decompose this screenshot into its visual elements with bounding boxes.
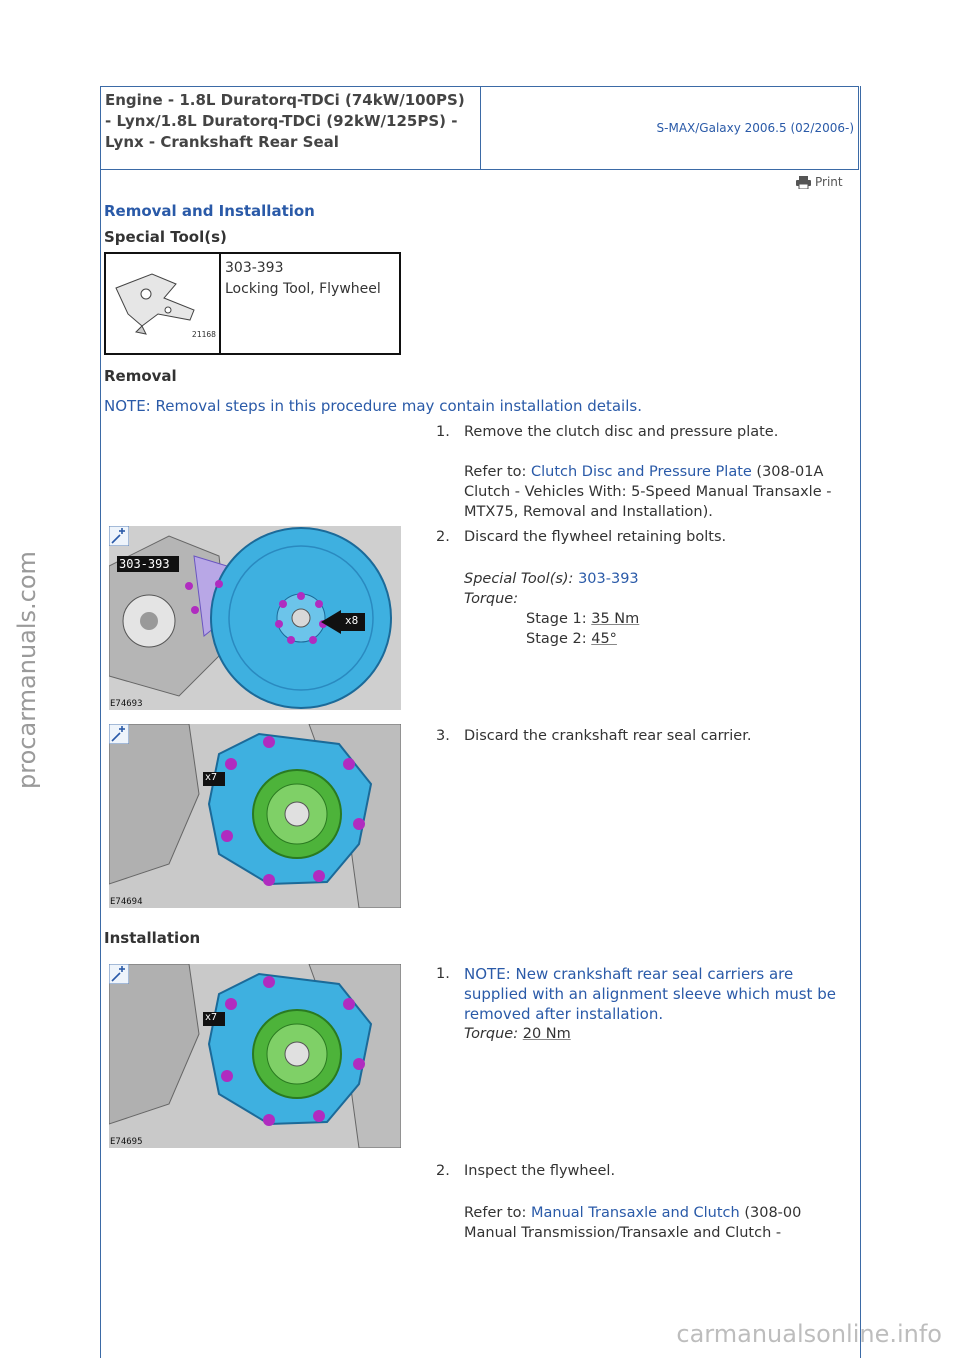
bolt-count-label: x7 (205, 1012, 218, 1023)
refer-rest: (308-00 Manual Transmission/Transaxle and Clutch - (464, 1205, 802, 1241)
manual-transaxle-link[interactable]: Manual Transaxle and Clutch (531, 1205, 740, 1221)
step-number: 1. (436, 966, 450, 982)
step-text: Discard the flywheel retaining bolts. (464, 529, 727, 545)
flywheel-image[interactable] (109, 526, 401, 710)
tool-info (221, 254, 399, 353)
document-header (100, 86, 859, 170)
page-title: Engine - 1.8L Duratorq-TDCi (74kW/100PS) - Lynx/1.8L Duratorq-TDCi (92kW/125PS) - Lynx - Crankshaft Rear Seal (101, 87, 481, 169)
zoom-icon[interactable] (109, 964, 129, 984)
image-code: E74694 (110, 897, 143, 907)
special-tool-label: Special Tool(s): (464, 571, 574, 587)
section-installation: Installation (104, 929, 201, 947)
step-text: Discard the crankshaft rear seal carrier. (464, 728, 752, 744)
tool-image-code: 21168 (191, 330, 216, 339)
torque-stage-2 (464, 629, 836, 649)
special-tools-table (104, 252, 401, 355)
zoom-icon[interactable] (109, 526, 129, 546)
removal-note: NOTE: Removal steps in this procedure may contain installation details. (104, 397, 642, 415)
stage-value: 35 Nm (591, 611, 640, 627)
step-reference (464, 1203, 836, 1243)
special-tool-link[interactable]: 303-393 (578, 571, 639, 587)
tool-callout-label: 303-393 (119, 557, 170, 571)
step-text: Remove the clutch disc and pressure plate. (464, 424, 779, 440)
special-tool-line (464, 569, 836, 589)
torque-label: Torque: (464, 591, 519, 607)
section-removal: Removal (104, 367, 177, 385)
section-special-tools: Special Tool(s) (104, 228, 227, 246)
bottom-watermark: carmanualsonline.info (676, 1320, 942, 1348)
torque-stage-1 (464, 609, 836, 629)
bolt-count-label: x8 (345, 614, 359, 627)
torque-value: 20 Nm (522, 1026, 571, 1042)
stage-value: 45° (591, 631, 617, 647)
side-watermark: procarmanuals.com (13, 551, 42, 789)
vehicle-model: S-MAX/Galaxy 2006.5 (02/2006-) (656, 121, 854, 135)
torque-label: Torque: (464, 1026, 519, 1042)
print-button[interactable] (796, 175, 843, 189)
stage-label: Stage 2: (526, 631, 587, 647)
refer-prefix: Refer to: (464, 464, 527, 480)
installation-note: NOTE: New crankshaft rear seal carriers are supplied with an alignment sleeve which must be removed after installation. (464, 965, 836, 1023)
print-label: Print (815, 175, 843, 189)
tool-number: 303-393 (225, 260, 284, 276)
torque-line (464, 1024, 836, 1044)
clutch-disc-link[interactable]: Clutch Disc and Pressure Plate (531, 464, 752, 480)
step-number: 3. (436, 728, 450, 744)
tool-name: Locking Tool, Flywheel (225, 281, 381, 297)
refer-prefix: Refer to: (464, 1205, 527, 1221)
printer-icon (796, 176, 811, 189)
step-reference (464, 462, 836, 522)
bolt-count-label: x7 (205, 772, 218, 783)
zoom-icon[interactable] (109, 724, 129, 744)
image-code: E74693 (110, 699, 143, 709)
tool-image (106, 254, 221, 353)
step-number: 2. (436, 529, 450, 545)
step-number: 2. (436, 1163, 450, 1179)
stage-label: Stage 1: (526, 611, 587, 627)
seal-carrier-installation-image[interactable] (109, 964, 401, 1148)
refer-rest: (308-01A Clutch - Vehicles With: 5-Speed Manual Transaxle - MTX75, Removal and Installation). (464, 464, 832, 520)
step-number: 1. (436, 424, 450, 440)
step-text: Inspect the flywheel. (464, 1163, 616, 1179)
section-removal-installation: Removal and Installation (104, 202, 315, 220)
image-code: E74695 (110, 1137, 143, 1147)
seal-carrier-removal-image[interactable] (109, 724, 401, 908)
